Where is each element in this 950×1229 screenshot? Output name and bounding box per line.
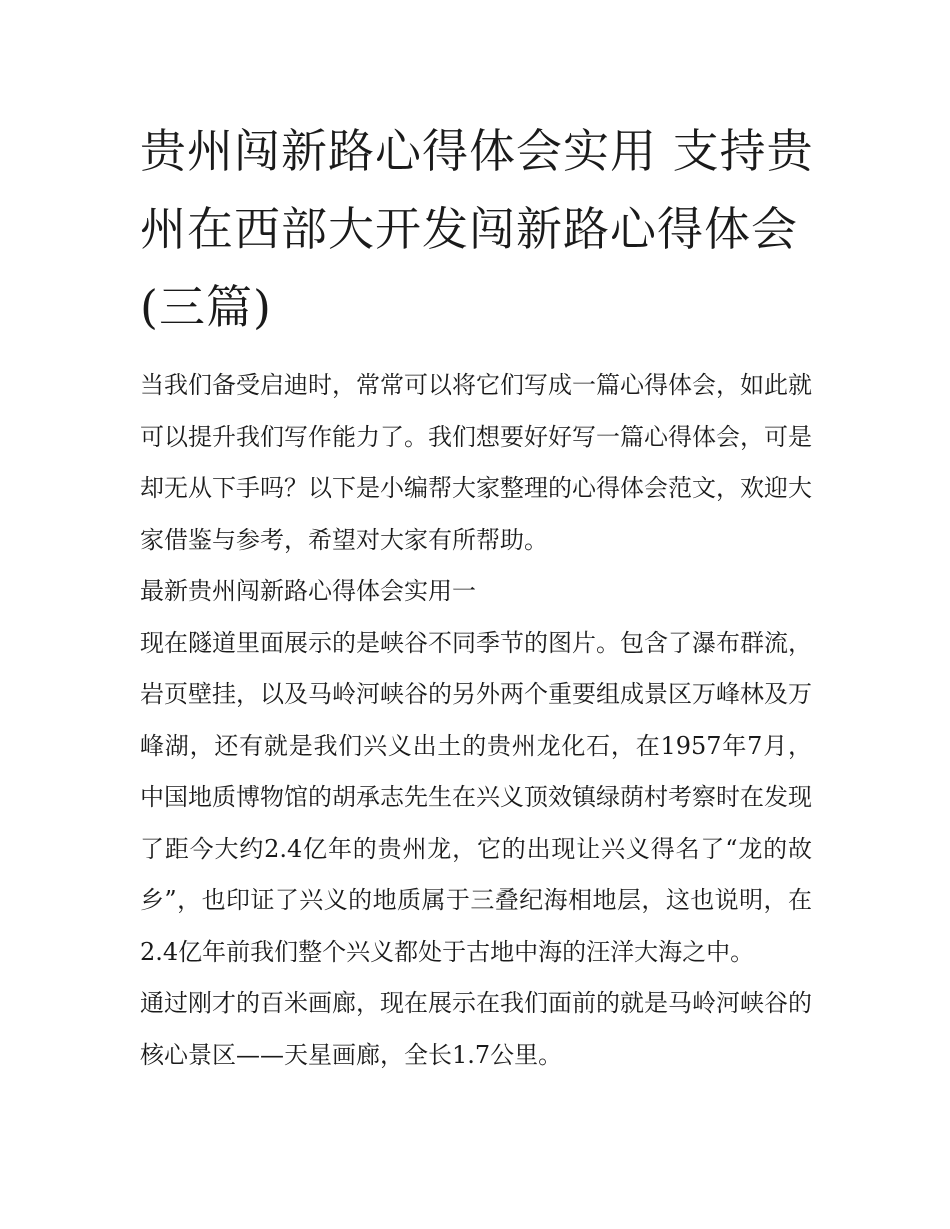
section-heading: 最新贵州闯新路心得体会实用一 <box>140 577 476 605</box>
document-title: 贵州闯新路心得体会实用 支持贵州在西部大开发闯新路心得体会(三篇) <box>140 124 814 334</box>
document-body <box>140 360 812 1081</box>
body-paragraph: 通过刚才的百米画廊，现在展示在我们面前的就是马岭河峡谷的核心景区——天星画廊，全长1.7公里。 <box>140 989 812 1069</box>
intro-paragraph: 当我们备受启迪时，常常可以将它们写成一篇心得体会，如此就可以提升我们写作能力了。我们想要好好写一篇心得体会，可是却无从下手吗？以下是小编帮大家整理的心得体会范文，欢迎大家借鉴与参考，希望对大家有所帮助。 <box>140 371 812 554</box>
body-paragraph: 现在隧道里面展示的是峡谷不同季节的图片。包含了瀑布群流，岩页壁挂，以及马岭河峡谷的另外两个重要组成景区万峰林及万峰湖，还有就是我们兴义出土的贵州龙化石，在1957年7月，中国地质博物馆的胡承志先生在兴义顶效镇绿荫村考察时在发现了距今大约2.4亿年的贵州龙，它的出现让兴义得名了“龙的故乡”，也印证了兴义的地质属于三叠纪海相地层，这也说明，在2.4亿年前我们整个兴义都处于古地中海的汪洋大海之中。 <box>140 628 812 966</box>
